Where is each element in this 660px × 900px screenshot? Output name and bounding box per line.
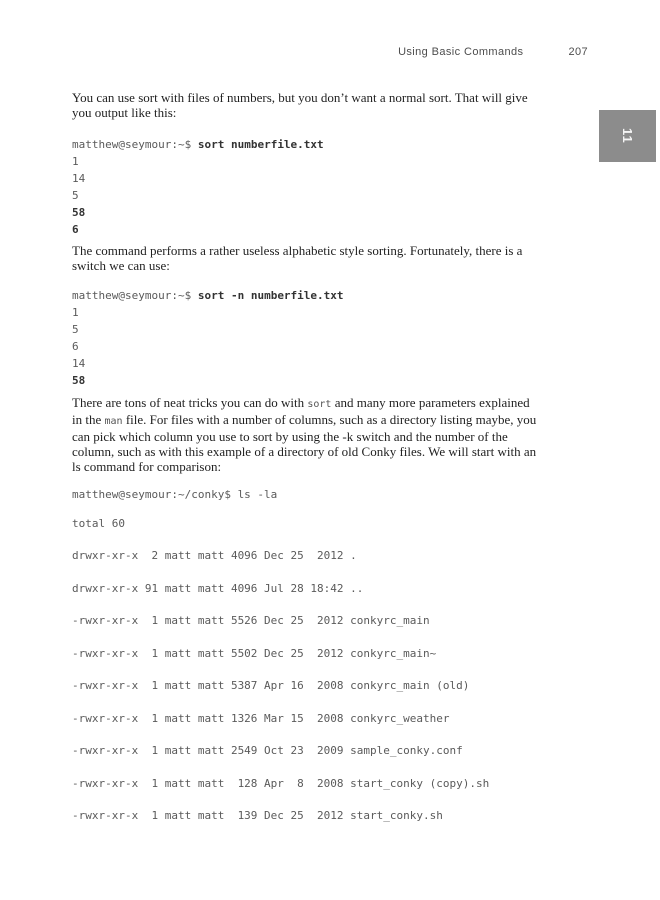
chapter-number-label: 11 — [620, 128, 635, 144]
terminal-output-line: 1 — [72, 155, 79, 168]
running-header-title: Using Basic Commands — [398, 46, 524, 58]
terminal-output-line: 6 — [72, 340, 79, 353]
paragraph-sort-tricks — [72, 395, 594, 474]
paragraph-text: and many more parameters explained — [331, 395, 530, 410]
terminal-command-line — [72, 136, 612, 153]
shell-command: sort numberfile.txt — [197, 138, 324, 151]
directory-listing-row: -rwxr-xr-x 1 matt matt 139 Dec 25 2012 start_conky.sh — [72, 809, 443, 822]
directory-listing-row: -rwxr-xr-x 1 matt matt 2549 Oct 23 2009 sample_conky.conf — [72, 744, 463, 757]
paragraph-alphabetic-sorting — [72, 243, 594, 273]
terminal-block-sort-n — [72, 287, 612, 389]
paragraph-line — [72, 395, 594, 412]
shell-prompt: matthew@seymour:~$ — [72, 289, 198, 302]
directory-listing-row: -rwxr-xr-x 1 matt matt 5387 Apr 16 2008 conkyrc_main (old) — [72, 679, 470, 692]
terminal-output-line: 6 — [72, 223, 79, 236]
paragraph-line: ls command for comparison: — [72, 459, 222, 474]
directory-listing-row: -rwxr-xr-x 1 matt matt 5526 Dec 25 2012 conkyrc_main — [72, 614, 430, 627]
paragraph-intro-sort — [72, 90, 594, 120]
paragraph-text: file. For files with a number of columns, such as a directory listing maybe, you — [122, 412, 537, 427]
paragraph-line: can pick which column you use to sort by using the -k switch and the number of the — [72, 429, 508, 444]
terminal-output-line: 14 — [72, 357, 86, 370]
paragraph-line: switch we can use: — [72, 258, 170, 273]
shell-command: sort -n numberfile.txt — [197, 289, 344, 302]
terminal-output-line: 5 — [72, 189, 79, 202]
terminal-output-line: 58 — [72, 206, 86, 219]
paragraph-line: The command performs a rather useless alphabetic style sorting. Fortunately, there is a — [72, 243, 523, 258]
inline-code-man: man — [104, 416, 123, 427]
paragraph-text: in the — [72, 412, 105, 427]
terminal-command-line: matthew@seymour:~/conky$ ls -la — [72, 488, 278, 501]
terminal-block-ls-la — [72, 488, 612, 842]
paragraph-line — [72, 412, 594, 429]
directory-listing-row: drwxr-xr-x 2 matt matt 4096 Dec 25 2012 . — [72, 549, 357, 562]
terminal-command-line — [72, 287, 612, 304]
paragraph-text: There are tons of neat tricks you can do with — [72, 395, 308, 410]
paragraph-line: You can use sort with files of numbers, but you don’t want a normal sort. That will give — [72, 90, 528, 105]
terminal-output-line: 14 — [72, 172, 86, 185]
running-header — [72, 46, 588, 58]
directory-listing-row: -rwxr-xr-x 1 matt matt 5502 Dec 25 2012 conkyrc_main~ — [72, 646, 437, 660]
paragraph-line: column, such as with this example of a directory of old Conky files. We will start with an — [72, 444, 537, 459]
terminal-output-line: 58 — [72, 374, 86, 387]
directory-listing-row: drwxr-xr-x 91 matt matt 4096 Jul 28 18:42 .. — [72, 581, 364, 595]
terminal-total-line: total 60 — [72, 517, 125, 530]
shell-prompt: matthew@seymour:~$ — [72, 138, 198, 151]
directory-listing-row: -rwxr-xr-x 1 matt matt 128 Apr 8 2008 start_conky (copy).sh — [72, 776, 490, 790]
paragraph-line: you output like this: — [72, 105, 177, 120]
terminal-block-sort — [72, 136, 612, 238]
inline-code-sort: sort — [307, 399, 332, 410]
page-number: 207 — [568, 46, 588, 58]
terminal-output-line: 5 — [72, 323, 79, 336]
terminal-output-line: 1 — [72, 306, 79, 319]
directory-listing-row: -rwxr-xr-x 1 matt matt 1326 Mar 15 2008 conkyrc_weather — [72, 711, 450, 725]
